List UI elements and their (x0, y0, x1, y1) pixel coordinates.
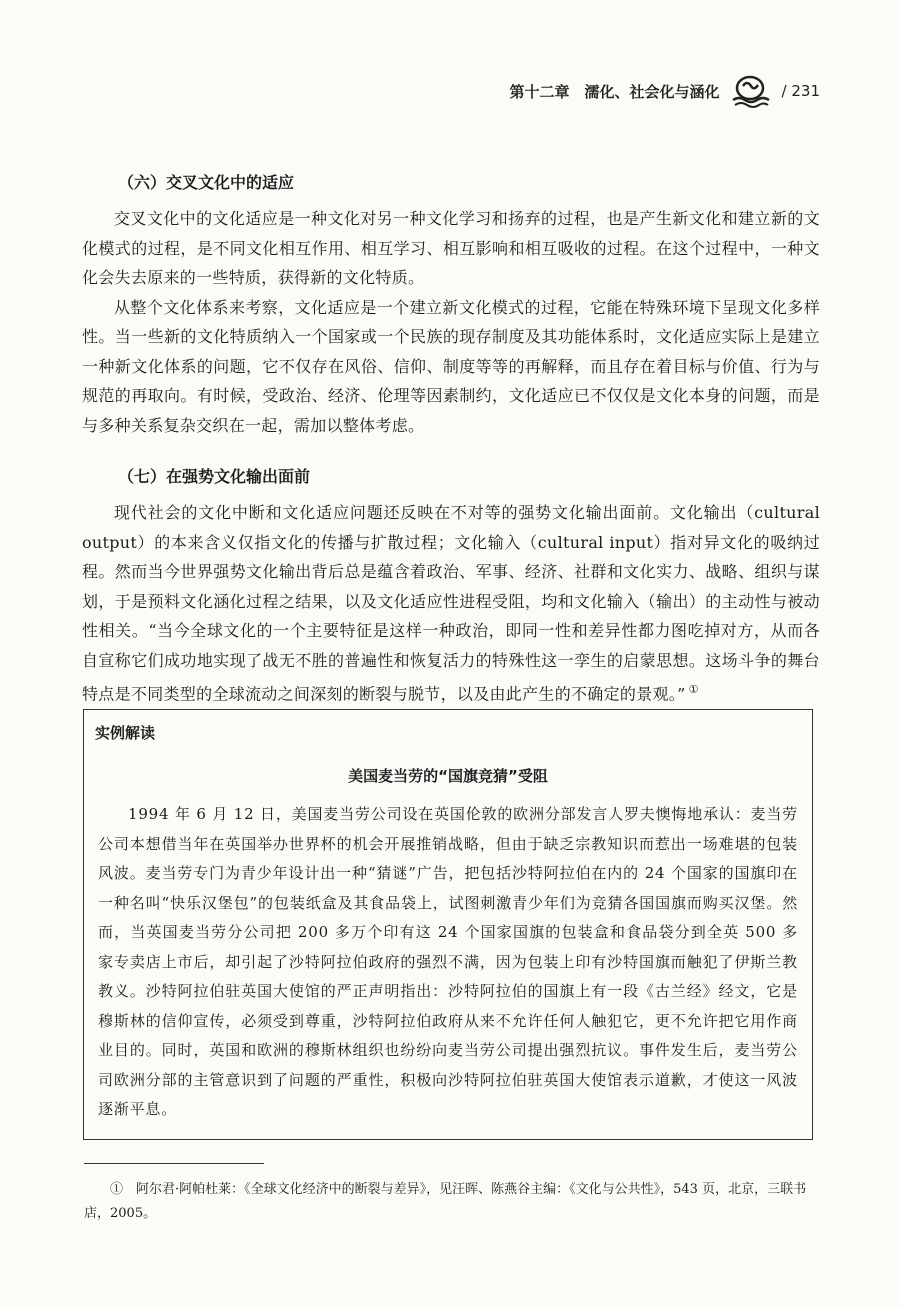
paragraph-text: 现代社会的文化中断和文化适应问题还反映在不对等的强势文化输出面前。文化输出（cultural output）的本来含义仅指文化的传播与扩散过程；文化输入（cultural input）指对异文化的吸纳过程。然而当今世界强势文化输出背后总是蕴含着政治、军事、经济、社群和文化实力、战略、组织与谋划，于是预料文化涵化过程之结果，以及文化适应性进程受阻，均和文化输入（输出）的主动性与被动性相关。“当今全球文化的一个主要特征是这样一种政治，即同一性和差异性都力图吃掉对方，从而各自宣称它们成功地实现了战无不胜的普遍性和恢复活力的特殊性这一孪生的启蒙思想。这场斗争的舞台特点是不同类型的全球流动之间深刻的断裂与脱节，以及由此产生的不确定的景观。” (82, 503, 820, 704)
paragraph (82, 498, 820, 709)
page-number: / 231 (781, 82, 820, 100)
section-heading-6: （六）交叉文化中的适应 (118, 173, 295, 192)
paragraph: 从整个文化体系来考察，文化适应是一个建立新文化模式的过程，它能在特殊环境下呈现文化多样性。当一些新的文化特质纳入一个国家或一个民族的现存制度及其功能体系时，文化适应实际上是建立一种新文化体系的问题，它不仅存在风俗、信仰、制度等等的再解释，而且存在着目标与价值、行为与规范的再取向。有时候，受政治、经济、伦理等因素制约，文化适应已不仅仅是文化本身的问题，而是与多种关系复杂交织在一起，需加以整体考虑。 (82, 297, 820, 435)
case-study-text: 1994 年 6 月 12 日，美国麦当劳公司设在英国伦敦的欧洲分部发言人罗夫懊悔地承认：麦当劳公司本想借当年在英国举办世界杯的机会开展推销战略，但由于缺乏宗教知识而惹出一场难堪的包装风波。麦当劳专门为青少年设计出一种“猜谜”广告，把包括沙特阿拉伯在内的 24 个国家的国旗印在一种名叫“快乐汉堡包”的包装纸盒及其食品袋上，试图刺激青少年们为竞猜各国国旗而购买汉堡。然而，当英国麦当劳分公司把 200 多万个印有这 24 个国家国旗的包装盒和食品袋分到全英 500 多家专卖店上市后，却引起了沙特阿拉伯政府的强烈不满，因为包装上印有沙特国旗而触犯了伊斯兰教教义。沙特阿拉伯驻英国大使馆的严正声明指出：沙特阿拉伯的国旗上有一段《古兰经》经文，它是穆斯林的信仰宣传，必须受到尊重，沙特阿拉伯政府从来不允许任何人触犯它，更不允许把它用作商业目的。同时，英国和欧洲的穆斯林组织也纷纷向麦当劳公司提出强烈抗议。事件发生后，麦当劳公司欧洲分部的主管意识到了问题的严重性，积极向沙特阿拉伯驻英国大使馆表示道歉，才使这一风波逐渐平息。 (98, 805, 798, 1118)
book-wave-logo-icon (730, 74, 770, 108)
page-header (510, 74, 820, 108)
case-study-title: 美国麦当劳的“国旗竞猜”受阻 (348, 767, 548, 785)
case-study-box (83, 709, 813, 1140)
paragraph: 交叉文化中的文化适应是一种文化对另一种文化学习和扬弃的过程，也是产生新文化和建立新的文化模式的过程，是不同文化相互作用、相互学习、相互影响和相互吸收的过程。在这个过程中，一种文化会失去原来的一些特质，获得新的文化特质。 (82, 209, 820, 287)
footnote: ① 阿尔君·阿帕杜莱：《全球文化经济中的断裂与差异》，见汪晖、陈燕谷主编：《文化与公共性》，543 页，北京，三联书店，2005。 (84, 1182, 807, 1221)
case-study-label: 实例解读 (95, 724, 156, 742)
section-heading-7: （七）在强势文化输出面前 (118, 467, 311, 486)
footnote-divider (84, 1163, 264, 1164)
chapter-title: 第十二章 濡化、社会化与涵化 (509, 82, 720, 101)
footnote-marker[interactable]: ① (688, 683, 699, 696)
main-content (82, 168, 820, 709)
